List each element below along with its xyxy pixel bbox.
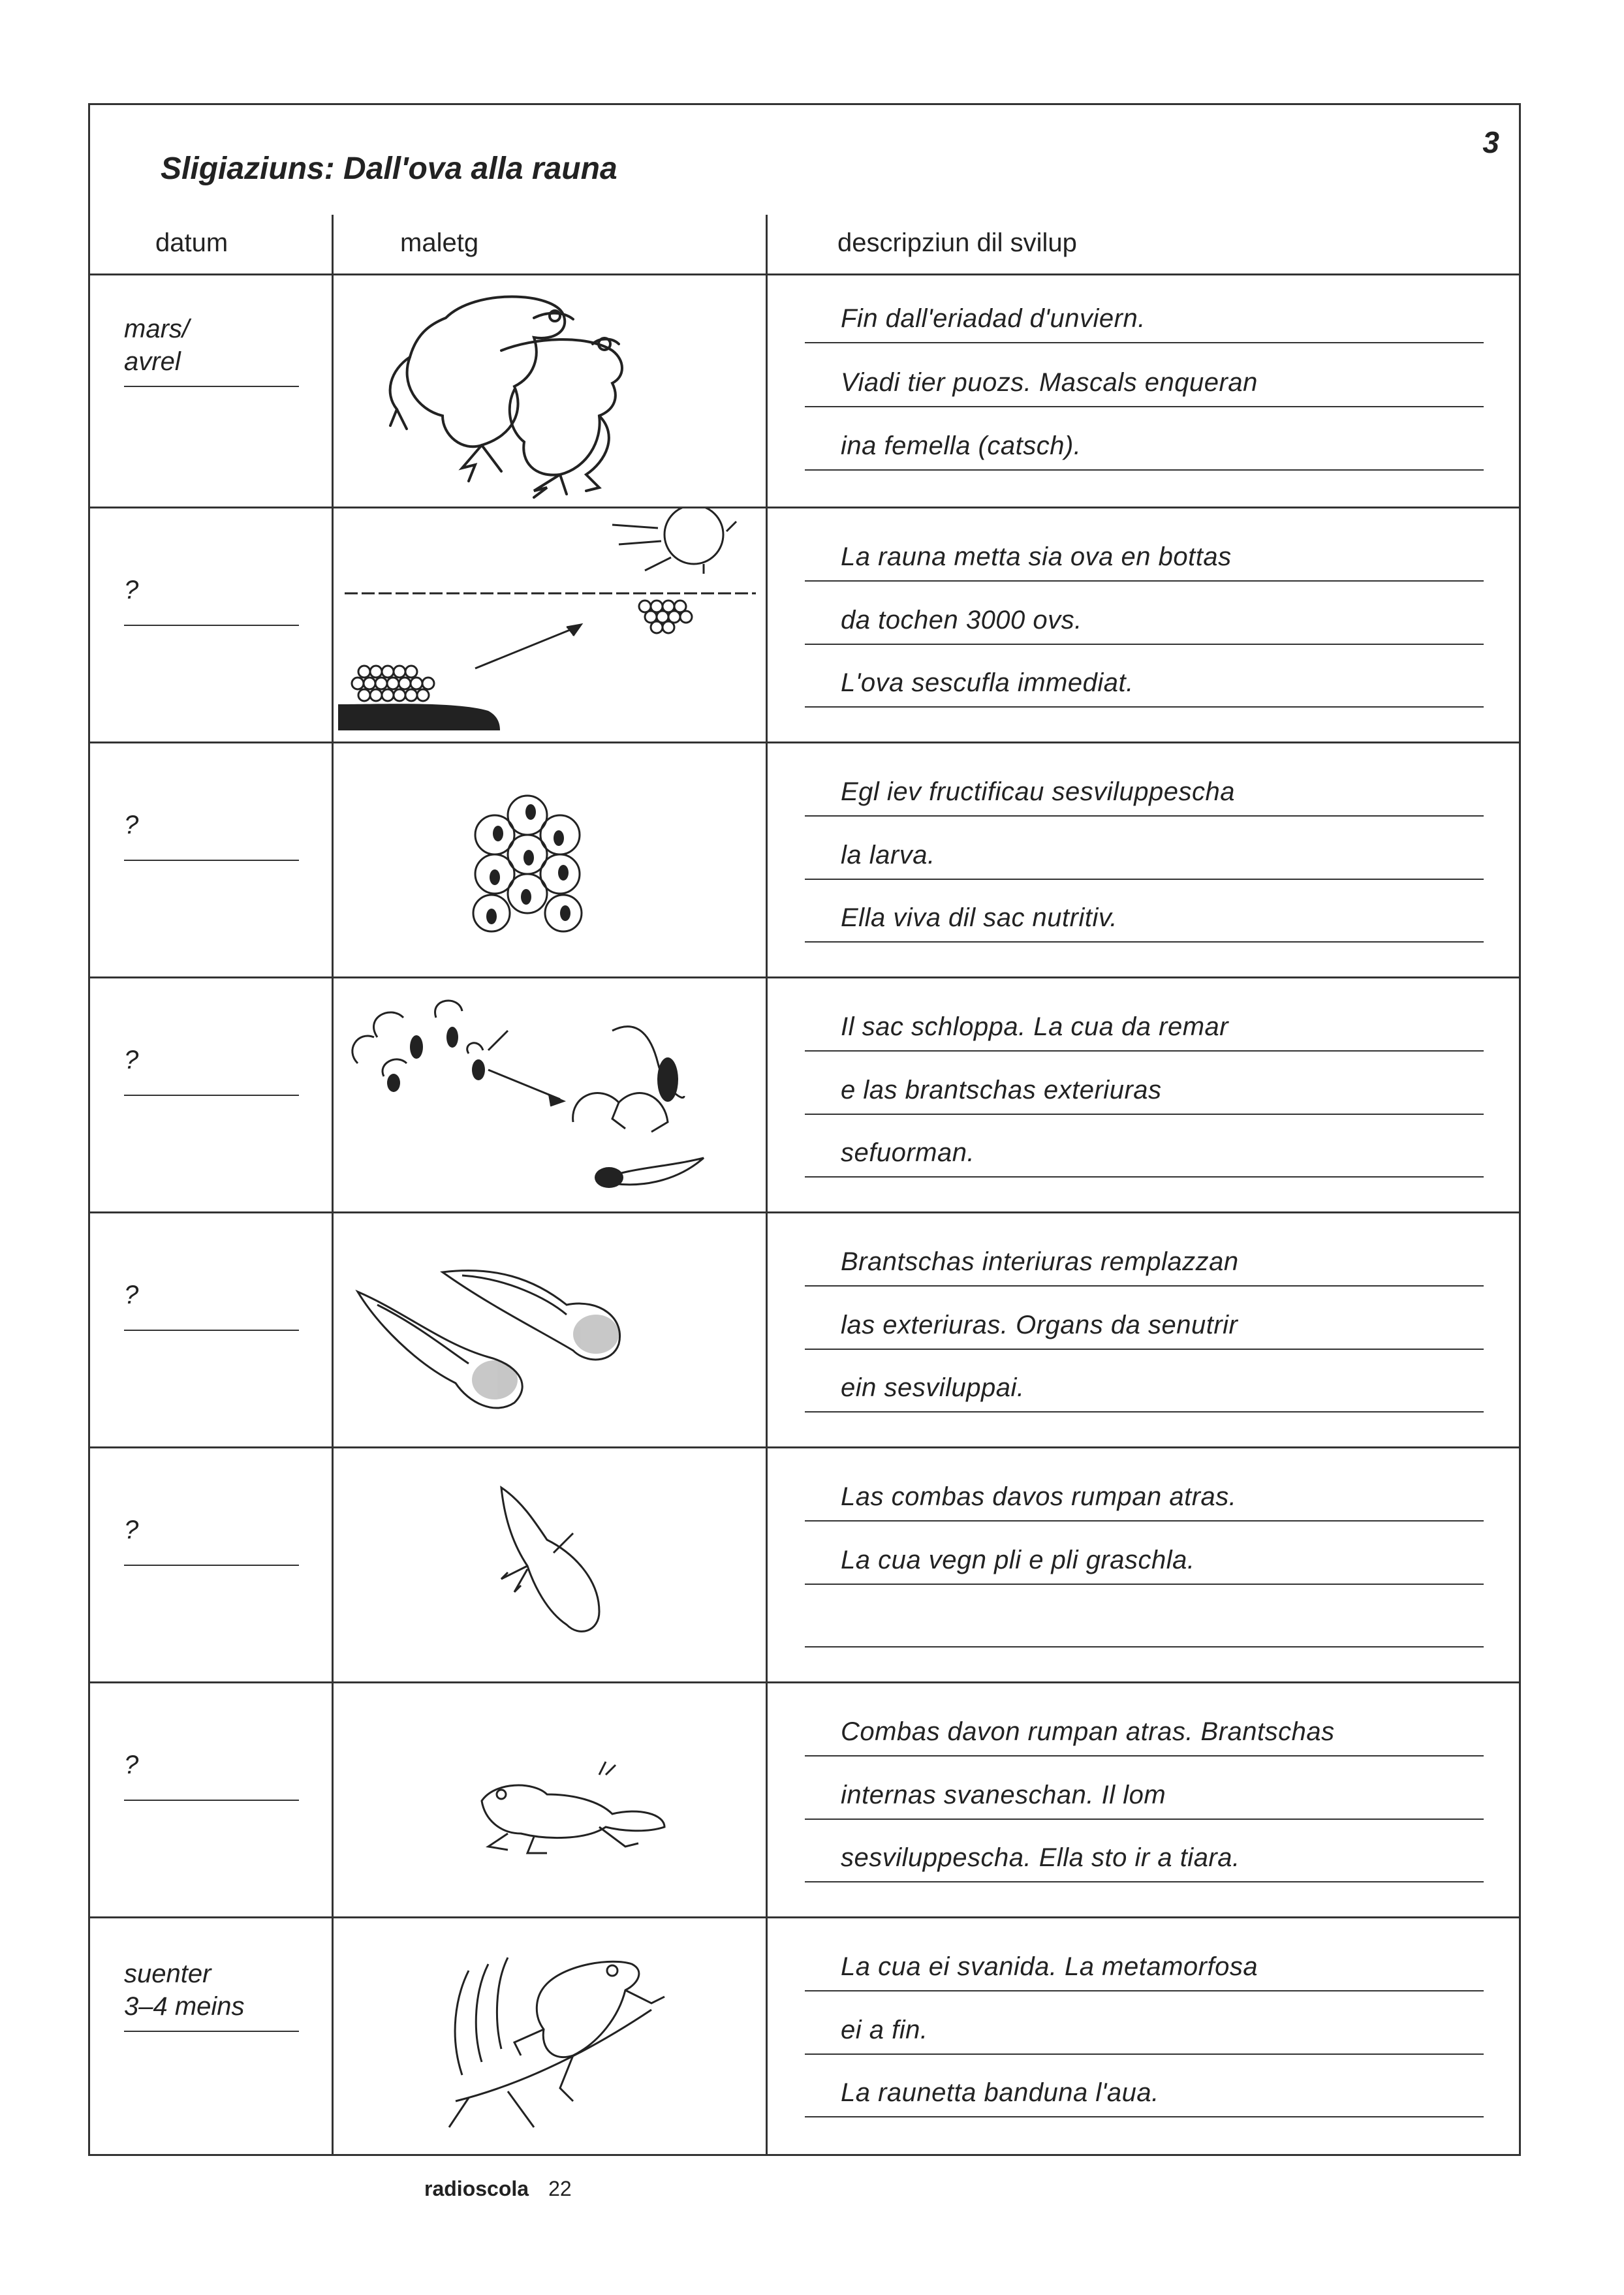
row-datum: ? xyxy=(124,1281,139,1309)
table-row xyxy=(90,1683,1519,1918)
table-row xyxy=(90,273,1519,508)
datum-answer-line xyxy=(124,625,299,626)
tadpole-hind-legs-icon xyxy=(338,1481,762,1651)
desc-text: La cua ei svanida. La metamorfosa xyxy=(841,1952,1258,1981)
desc-text: La raunetta banduna l'aua. xyxy=(841,2078,1159,2107)
row-datum: ? xyxy=(124,1751,139,1779)
frog-spawn-pond-icon xyxy=(338,508,762,743)
datum-answer-line xyxy=(124,1800,299,1801)
table-row xyxy=(90,978,1519,1213)
desc-line xyxy=(805,469,1484,471)
desc-text: Il sac schloppa. La cua da remar xyxy=(841,1012,1229,1041)
header-datum: datum xyxy=(155,228,228,257)
desc-text: Viadi tier puozs. Mascals enqueran xyxy=(841,368,1258,397)
desc-text: Ella viva dil sac nutritiv. xyxy=(841,903,1118,932)
datum-answer-line xyxy=(124,386,299,387)
desc-line xyxy=(805,815,1484,817)
desc-line xyxy=(805,580,1484,582)
desc-line xyxy=(805,1176,1484,1178)
footer-brand: radioscola xyxy=(424,2177,529,2200)
froglet-icon xyxy=(338,1755,762,1873)
desc-line xyxy=(805,706,1484,708)
datum-answer-line xyxy=(124,1330,299,1331)
desc-text: L'ova sescufla immediat. xyxy=(841,668,1134,697)
desc-line xyxy=(805,342,1484,343)
tadpoles-icon xyxy=(338,1253,762,1416)
desc-text: Egl iev fructificau sesviluppescha xyxy=(841,777,1235,806)
desc-text: La cua vegn pli e pli graschla. xyxy=(841,1546,1195,1574)
desc-line xyxy=(805,1755,1484,1756)
desc-line xyxy=(805,1285,1484,1287)
desc-line xyxy=(805,1050,1484,1052)
row-datum: ? xyxy=(124,811,139,839)
desc-text: da tochen 3000 ovs. xyxy=(841,606,1082,634)
table-row xyxy=(90,743,1519,978)
table-row xyxy=(90,1213,1519,1448)
desc-text: las exteriuras. Organs da senutrir xyxy=(841,1311,1238,1339)
desc-text: sesviluppescha. Ella sto ir a tiara. xyxy=(841,1843,1240,1872)
mating-frogs-icon xyxy=(338,279,762,501)
desc-line xyxy=(805,1584,1484,1585)
desc-line xyxy=(805,879,1484,880)
row-datum: ? xyxy=(124,1516,139,1544)
desc-text: ina femella (catsch). xyxy=(841,431,1082,460)
desc-text: Fin dall'eriadad d'unviern. xyxy=(841,304,1146,333)
desc-text: Las combas davos rumpan atras. xyxy=(841,1482,1237,1511)
table-header xyxy=(90,215,1519,275)
egg-cluster-icon xyxy=(338,783,762,939)
young-frog-branch-icon xyxy=(338,1931,762,2147)
desc-text: ei a fin. xyxy=(841,2016,928,2044)
datum-answer-line xyxy=(124,2031,299,2032)
page-title: Sligiaziuns: Dall'ova alla rauna xyxy=(161,151,617,186)
footer-page: 22 xyxy=(548,2177,572,2200)
desc-text: ein sesviluppai. xyxy=(841,1373,1025,1402)
desc-text: sefuorman. xyxy=(841,1138,975,1167)
header-descripziun: descripziun dil svilup xyxy=(837,228,1077,257)
table-row xyxy=(90,508,1519,743)
row-datum: mars/ avrel xyxy=(124,315,189,376)
desc-text: La rauna metta sia ova en bottas xyxy=(841,542,1232,571)
datum-answer-line xyxy=(124,1565,299,1566)
desc-line xyxy=(805,406,1484,407)
row-datum: ? xyxy=(124,1046,139,1074)
worksheet xyxy=(88,103,1521,2156)
desc-line xyxy=(805,1819,1484,1820)
row-datum: ? xyxy=(124,576,139,604)
table-row xyxy=(90,1918,1519,2156)
datum-answer-line xyxy=(124,1095,299,1096)
desc-line xyxy=(805,1411,1484,1413)
hatching-larvae-icon xyxy=(338,991,762,1200)
desc-line xyxy=(805,1114,1484,1115)
footer xyxy=(424,2177,572,2201)
row-datum: suenter 3–4 meins xyxy=(124,1959,245,2021)
header-maletg: maletg xyxy=(400,228,479,257)
desc-line xyxy=(805,644,1484,645)
desc-text: Combas davon rumpan atras. Brantschas xyxy=(841,1717,1335,1746)
table-row xyxy=(90,1448,1519,1683)
desc-line xyxy=(805,1990,1484,1991)
desc-line xyxy=(805,1881,1484,1882)
page-number: 3 xyxy=(1482,125,1499,159)
desc-line xyxy=(805,941,1484,943)
desc-line xyxy=(805,1520,1484,1522)
desc-line xyxy=(805,1646,1484,1647)
datum-answer-line xyxy=(124,860,299,861)
desc-text: internas svaneschan. Il lom xyxy=(841,1781,1166,1809)
desc-line xyxy=(805,2116,1484,2117)
desc-line xyxy=(805,1349,1484,1350)
desc-line xyxy=(805,2053,1484,2055)
desc-text: e las brantschas exteriuras xyxy=(841,1076,1162,1104)
desc-text: la larva. xyxy=(841,841,935,869)
desc-text: Brantschas interiuras remplazzan xyxy=(841,1247,1239,1276)
